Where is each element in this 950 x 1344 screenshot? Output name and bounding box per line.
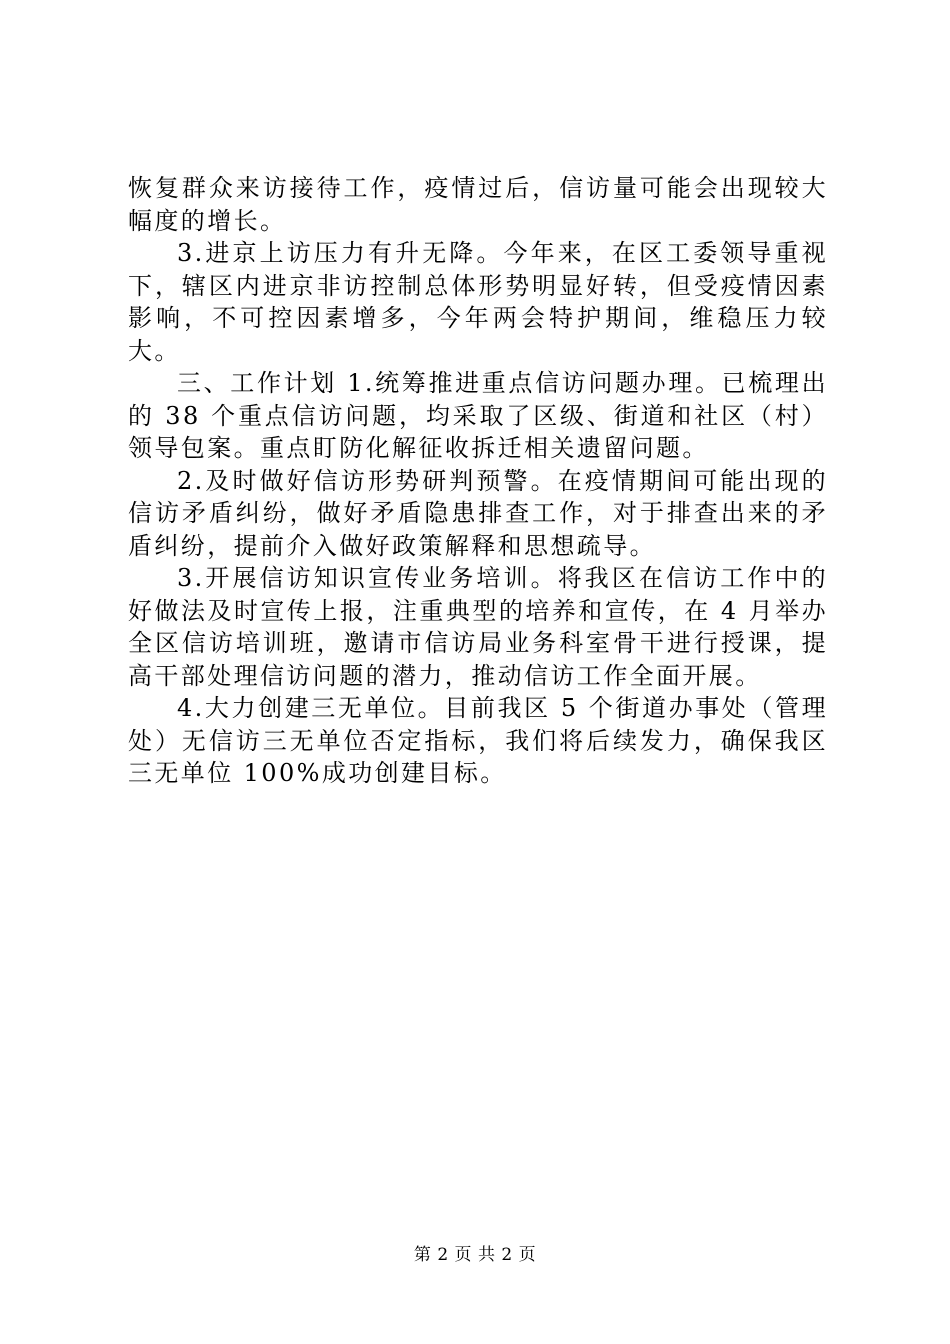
- paragraph-work-plan-2: 2.及时做好信访形势研判预警。在疫情期间可能出现的信访矛盾纠纷，做好矛盾隐患排查工作，对于排查出来的矛盾纠纷，提前介入做好政策解释和思想疏导。: [128, 466, 828, 560]
- paragraph-continuation: 恢复群众来访接待工作，疫情过后，信访量可能会出现较大幅度的增长。: [128, 174, 828, 235]
- page-footer: 第 2 页 共 2 页: [413, 1245, 537, 1265]
- paragraph-work-plan-4: 4.大力创建三无单位。目前我区 5 个街道办事处（管理处）无信访三无单位否定指标，我们将后续发力，确保我区三无单位 100%成功创建目标。: [128, 694, 828, 787]
- paragraph-beijing-petition-pressure: 3.进京上访压力有升无降。今年来，在区工委领导重视下，辖区内进京非访控制总体形势明显好转，但受疫情因素影响，不可控因素增多，今年两会特护期间，维稳压力较大。: [128, 239, 828, 365]
- paragraph-work-plan-1: 三、工作计划 1.统筹推进重点信访问题办理。已梳理出的 38 个重点信访问题，均采取了区级、街道和社区（村）领导包案。重点盯防化解征收拆迁相关遗留问题。: [128, 369, 828, 462]
- document-body: [128, 172, 828, 790]
- paragraph-work-plan-3: 3.开展信访知识宣传业务培训。将我区在信访工作中的好做法及时宣传上报，注重典型的培养和宣传，在 4 月举办全区信访培训班，邀请市信访局业务科室骨干进行授课，提高干部处理信访问题的潜力，推动信访工作全面开展。: [128, 564, 828, 690]
